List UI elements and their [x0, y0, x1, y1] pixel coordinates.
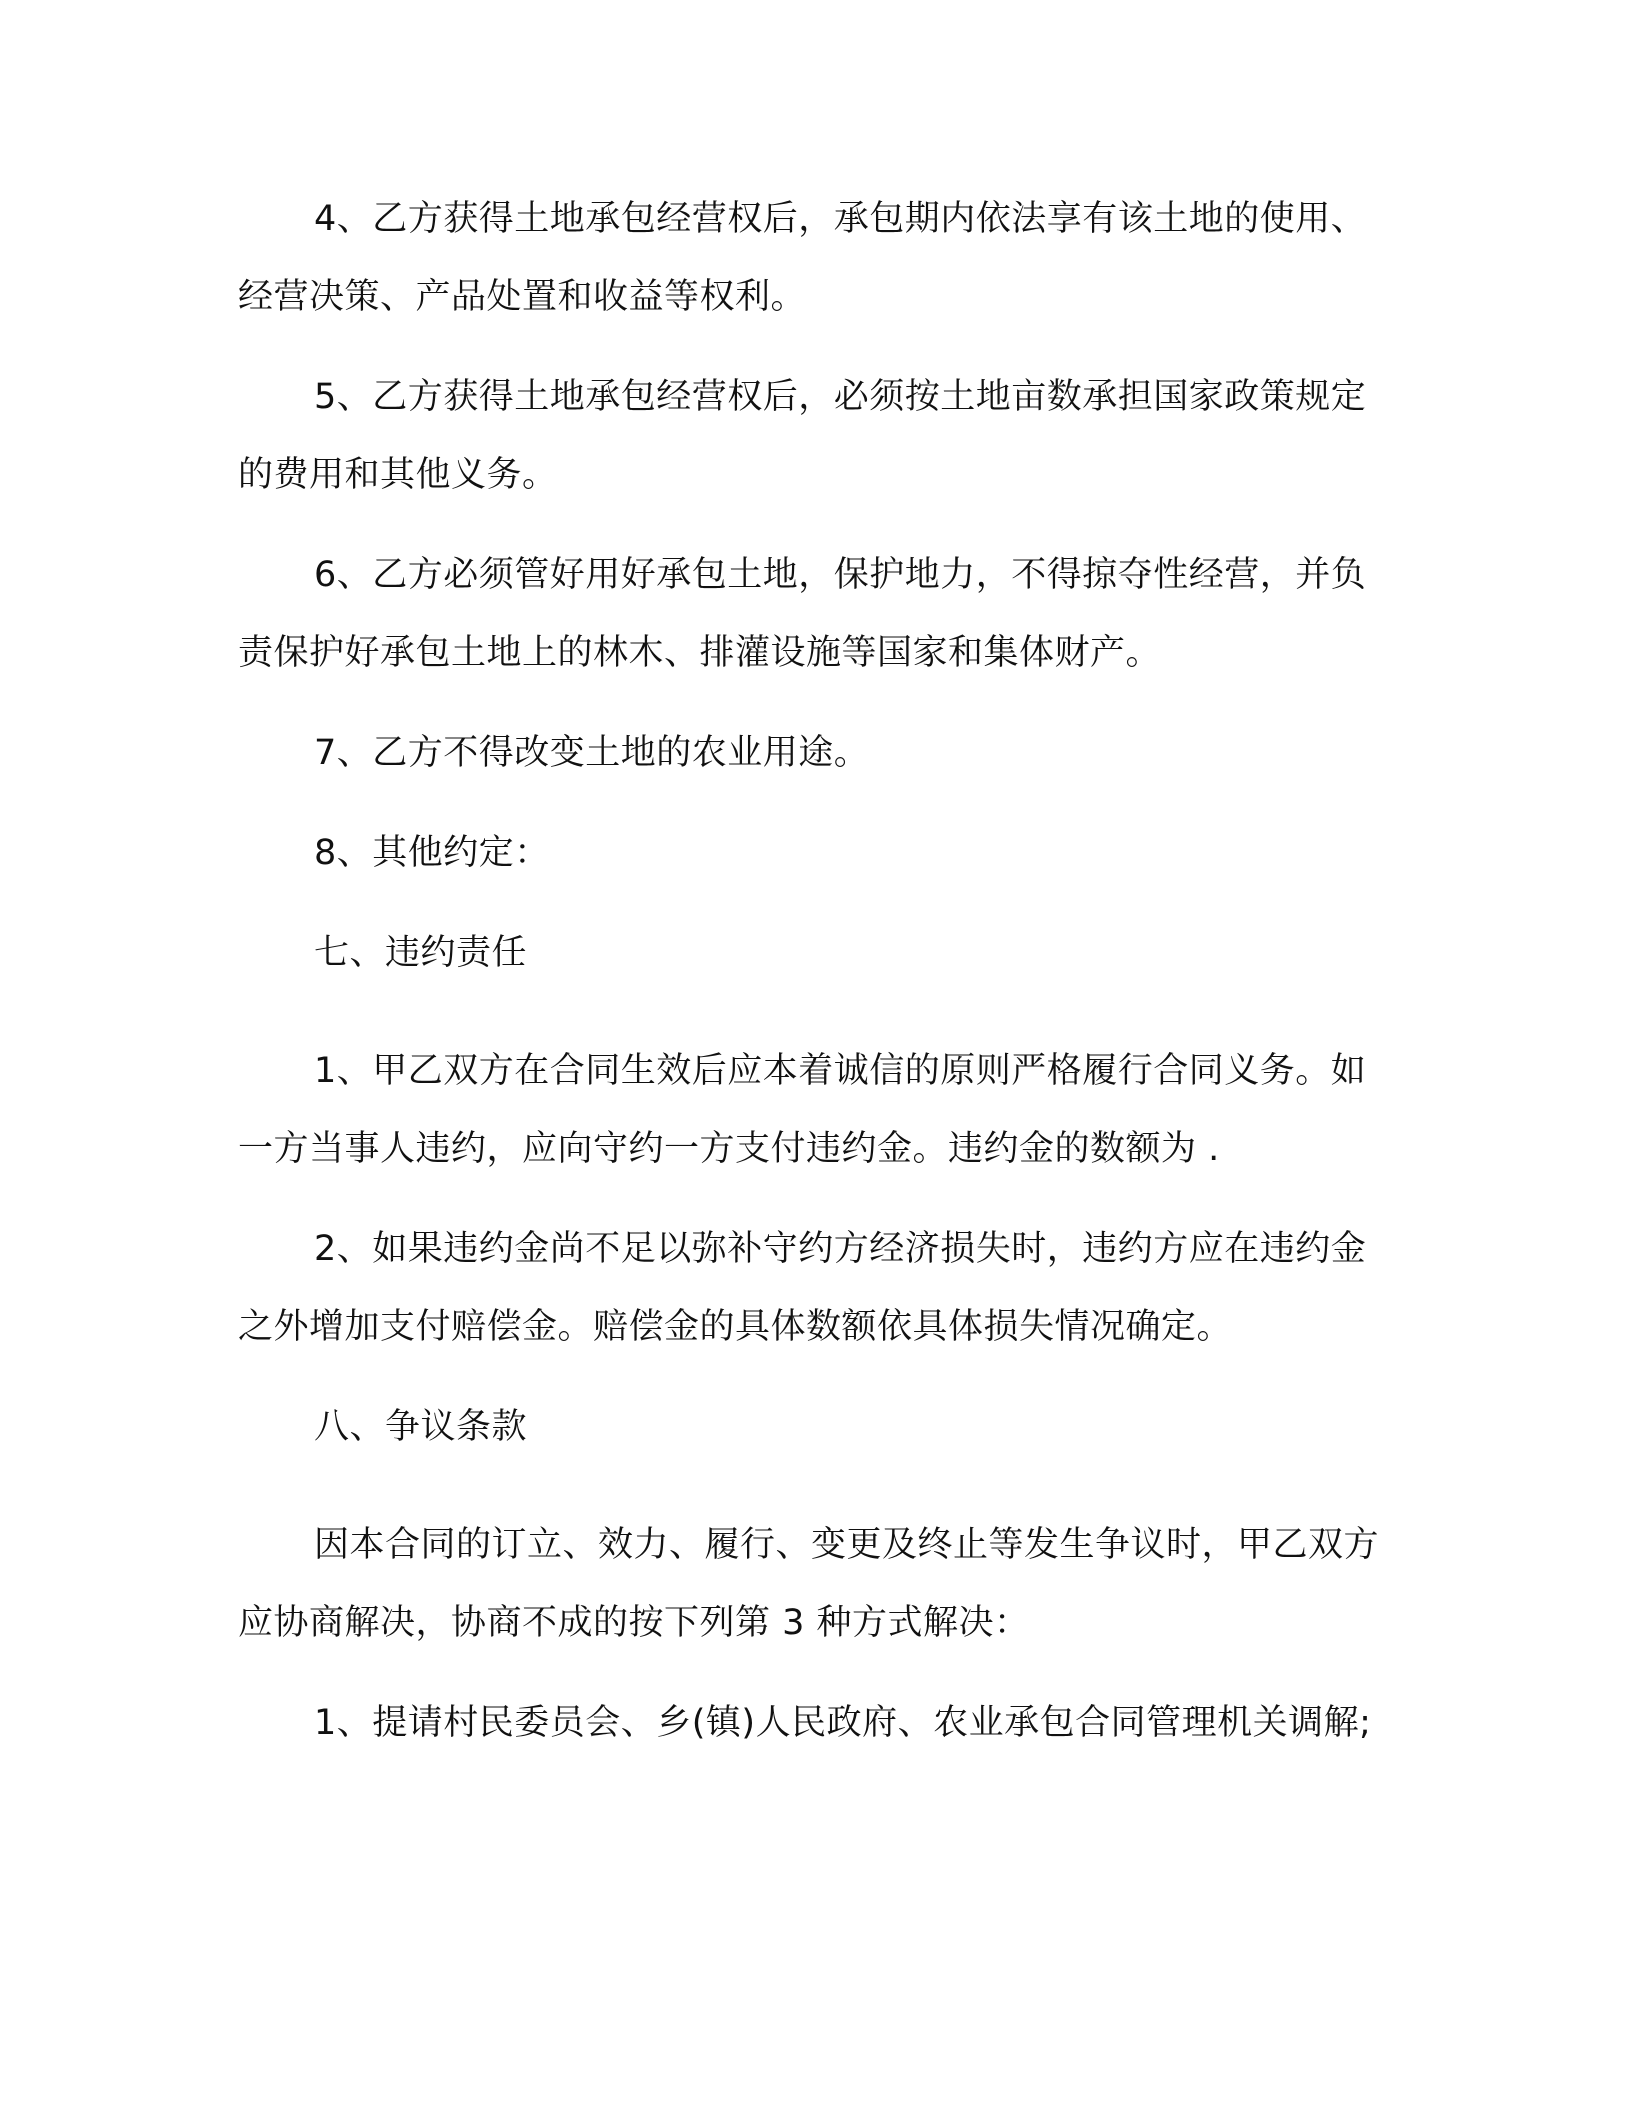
- paragraph-breach-1: 1、甲乙双方在合同生效后应本着诚信的原则严格履行合同义务。如一方当事人违约，应向守约一方支付违约金。违约金的数额为 .: [238, 1051, 1367, 1169]
- section-heading-dispute-clause: 八、争议条款: [314, 1407, 528, 1447]
- paragraph-8-other-agreements: 8、其他约定：: [314, 833, 550, 873]
- paragraph-dispute-option-1: 1、提请村民委员会、乡(镇)人民政府、农业承包合同管理机关调解;: [314, 1703, 1372, 1743]
- paragraph-4-rights: 4、乙方获得土地承包经营权后，承包期内依法享有该土地的使用、经营决策、产品处置和收益等权利。: [238, 199, 1367, 317]
- paragraph-5-obligations: 5、乙方获得土地承包经营权后，必须按土地亩数承担国家政策规定的费用和其他义务。: [238, 377, 1367, 495]
- section-heading-breach-liability: 七、违约责任: [314, 933, 528, 973]
- paragraph-6-land-protection: 6、乙方必须管好用好承包土地，保护地力，不得掠夺性经营，并负责保护好承包土地上的林木、排灌设施等国家和集体财产。: [238, 555, 1367, 673]
- paragraph-dispute-resolution: 因本合同的订立、效力、履行、变更及终止等发生争议时，甲乙双方应协商解决，协商不成的按下列第 3 种方式解决：: [238, 1525, 1380, 1643]
- paragraph-7-agricultural-use: 7、乙方不得改变土地的农业用途。: [314, 733, 870, 773]
- paragraph-breach-2: 2、如果违约金尚不足以弥补守约方经济损失时，违约方应在违约金之外增加支付赔偿金。赔偿金的具体数额依具体损失情况确定。: [238, 1229, 1367, 1347]
